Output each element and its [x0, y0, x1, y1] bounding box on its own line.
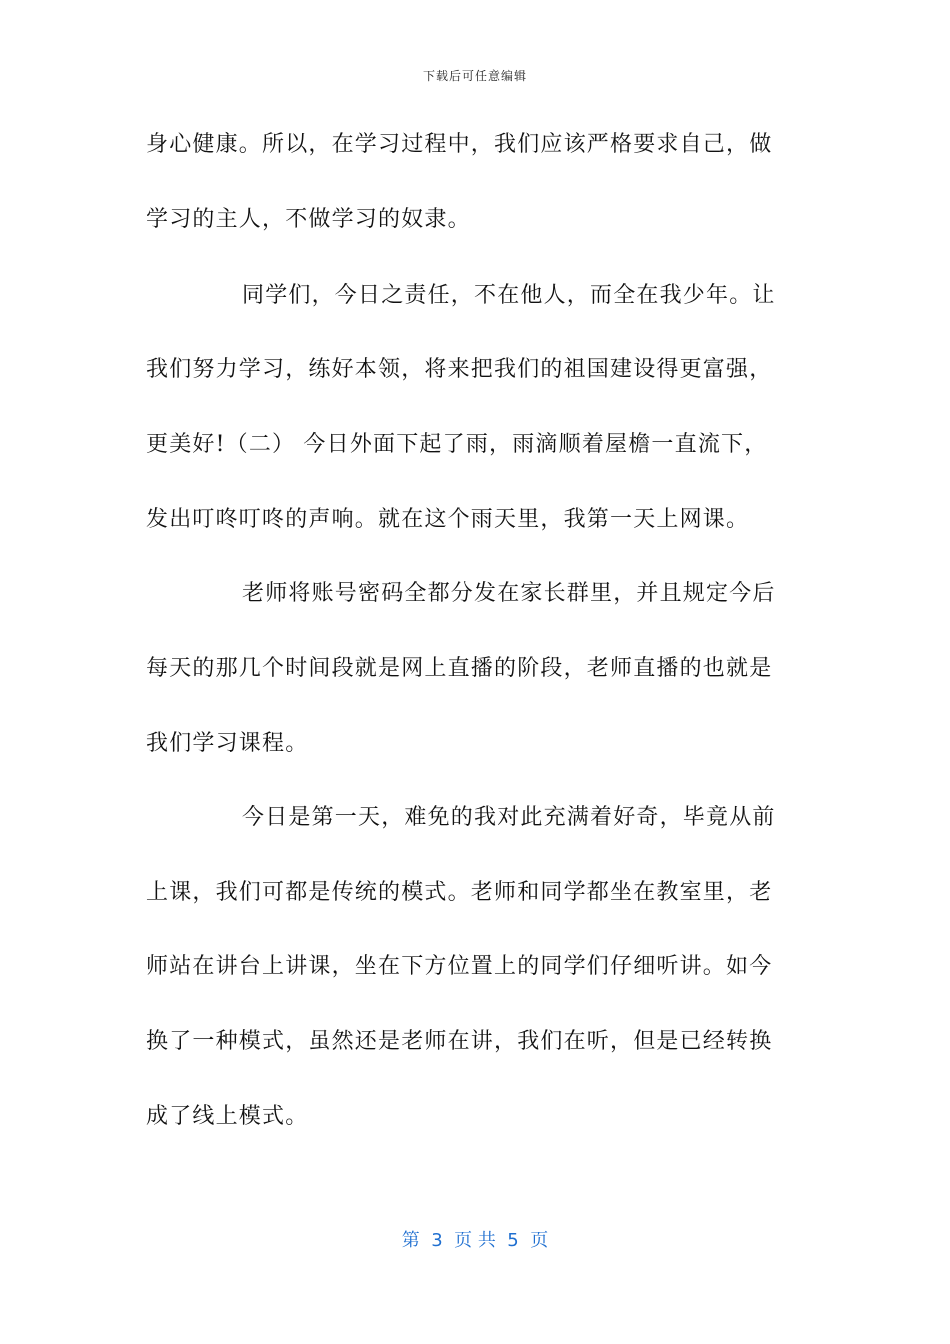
page-number-footer: 第 3 页 共 5 页: [401, 1230, 549, 1251]
text-line: 我们学习课程。: [146, 731, 309, 756]
text-line: 我们努力学习，练好本领，将来把我们的祖国建设得更富强，: [146, 357, 773, 382]
text-line: 发出叮咚叮咚的声响。就在这个雨天里，我第一天上网课。: [146, 507, 750, 532]
text-line: 更美好!（二） 今日外面下起了雨，雨滴顺着屋檐一直流下，: [146, 432, 768, 457]
text-line: 今日是第一天，难免的我对此充满着好奇，毕竟从前: [242, 805, 776, 830]
text-line: 学习的主人，不做学习的奴隶。: [146, 207, 471, 232]
text-line: 上课，我们可都是传统的模式。老师和同学都坐在教室里，老: [146, 880, 773, 905]
text-line: 老师将账号密码全都分发在家长群里，并且规定今后: [242, 581, 776, 606]
text-line: 每天的那几个时间段就是网上直播的阶段，老师直播的也就是: [146, 656, 773, 681]
text-line: 师站在讲台上讲课，坐在下方位置上的同学们仔细听讲。如今: [146, 954, 773, 979]
text-line: 成了线上模式。: [146, 1104, 309, 1129]
text-line: 换了一种模式，虽然还是老师在讲，我们在听，但是已经转换: [146, 1029, 773, 1054]
text-line: 身心健康。所以，在学习过程中，我们应该严格要求自己，做: [146, 132, 773, 157]
text-line: 同学们，今日之责任，不在他人，而全在我少年。让: [242, 283, 776, 308]
header-note: 下载后可任意编辑: [422, 69, 527, 83]
